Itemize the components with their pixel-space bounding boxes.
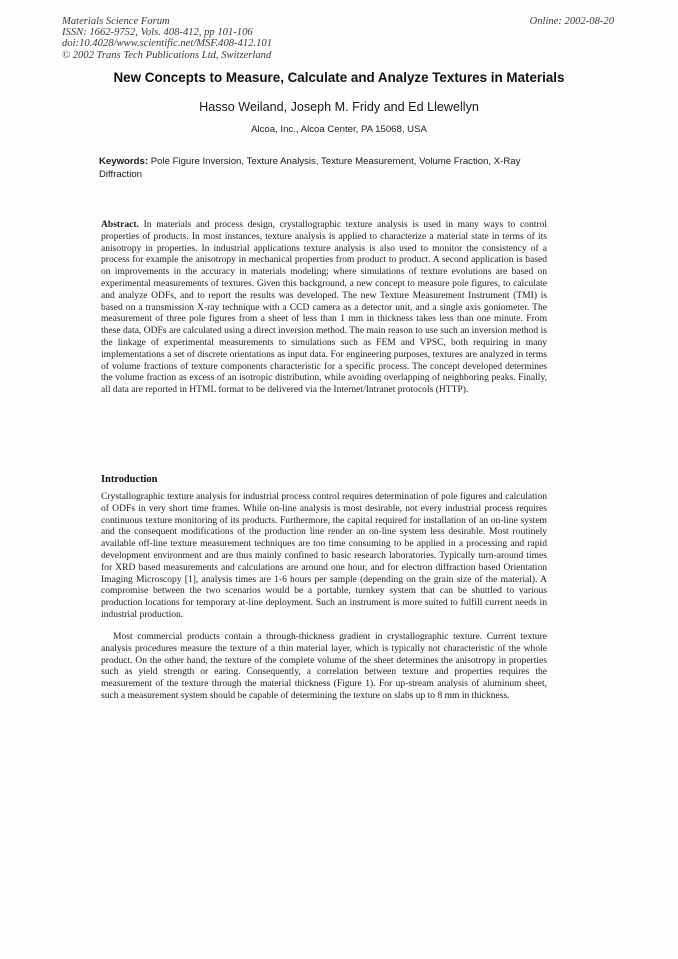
keywords-label: Keywords: [99,156,149,167]
abstract-paragraph [101,219,547,396]
abstract-text: In materials and process design, crystallographic texture analysis is used in many ways to control properties of products. In most instances, texture analysis is applied to characterize a material state in terms of its anisotropy in properties. In industrial applications texture analysis is also used to monitor the consistency of a process for example the anisotropy in mechanical properties from product to product. A second application is based on improvements in the accuracy in materials modeling; where simulations of texture evolutions are based on experimental measurements of textures. Given this background, a new concept to measure pole figures, to calculate and analyze ODFs, and to report the results was developed. The new Texture Measurement Instrument (TMI) is based on a transmission X-ray technique with a CCD camera as a detector unit, and a single axis goniometer. The measurement of three pole figures from a sheet of less than 1 mm in thickness takes less than one minute. From these data, ODFs are calculated using a direct inversion method. The main reason to use such an inversion method is the linkage of experimental measurements to simulations such as FEM and VPSC, both requiring in many implementations a set of discrete orientations as input data. For engineering purposes, textures are analyzed in terms of volume fractions of texture components characteristic for a specific process. The concept developed determines the volume fraction as excess of an isotropic distribution, while avoiding overlapping of neighboring peaks. Finally, all data are reported in HTML format to be delivered via the Internet/Intranet protocols (HTTP). [101,219,547,396]
online-date: Online: 2002-08-20 [529,16,614,27]
intro-paragraph-2: Most commercial products contain a through-thickness gradient in crystallographic texture. Current texture analysis procedures measure the texture of a thin material layer, which is typically not characteristic of the whole product. On the other hand, the texture of the complete volume of the sheet determines the anisotropy in properties such as yield strength or earing. Consequently, a correlation between texture and properties requires the measurement of the texture through the material thickness (Figure 1). For up-stream analysis of aluminum sheet, such a measurement system should be capable of determining the texture on slabs up to 8 mm in thickness. [101,631,547,701]
copyright-line: © 2002 Trans Tech Publications Ltd, Switzerland [62,49,272,61]
journal-header [62,16,272,61]
paper-title: New Concepts to Measure, Calculate and Analyze Textures in Materials [113,70,565,85]
paper-affiliation: Alcoa, Inc., Alcoa Center, PA 15068, USA [251,124,427,135]
issn-line: ISSN: 1662-9752, Vols. 408-412, pp 101-106 [62,27,253,39]
keywords-block [99,156,549,181]
section-heading-introduction: Introduction [101,474,158,485]
keywords-text: Pole Figure Inversion, Texture Analysis, Texture Measurement, Volume Fraction, X-Ray Diffraction [99,156,521,180]
abstract-label: Abstract. [101,219,139,230]
intro-paragraph-1: Crystallographic texture analysis for industrial process control requires determination of pole figures and calculation of ODFs in very short time frames. While on-line analysis is most desirable, not every industrial process requires continuous texture monitoring of its products. Furthermore, the capital required for installation of an on-line system and the consequent modifications of the production line render an on-line system less desirable. Most routinely available off-line texture measurement techniques are too time consuming to be applied in a processing and rapid development environment and are thus mainly confined to basic research laboratories. Typically turn-around times for XRD based measurements and calculations are around one hour, and for electron diffraction based Orientation Imaging Microscopy [1], analysis times are 1-6 hours per sample (depending on the grain size of the material). A compromise between the two scenarios would be a portable, turnkey system that can be shuttled to various production locations for temporary at-line deployment. Such an instrument is more suited to fulfill current needs in industrial production. [101,491,547,620]
journal-name: Materials Science Forum [62,16,170,27]
paper-authors: Hasso Weiland, Joseph M. Fridy and Ed Llewellyn [199,100,479,114]
doi-line: doi:10.4028/www.scientific.net/MSF.408-412.101 [62,38,272,50]
